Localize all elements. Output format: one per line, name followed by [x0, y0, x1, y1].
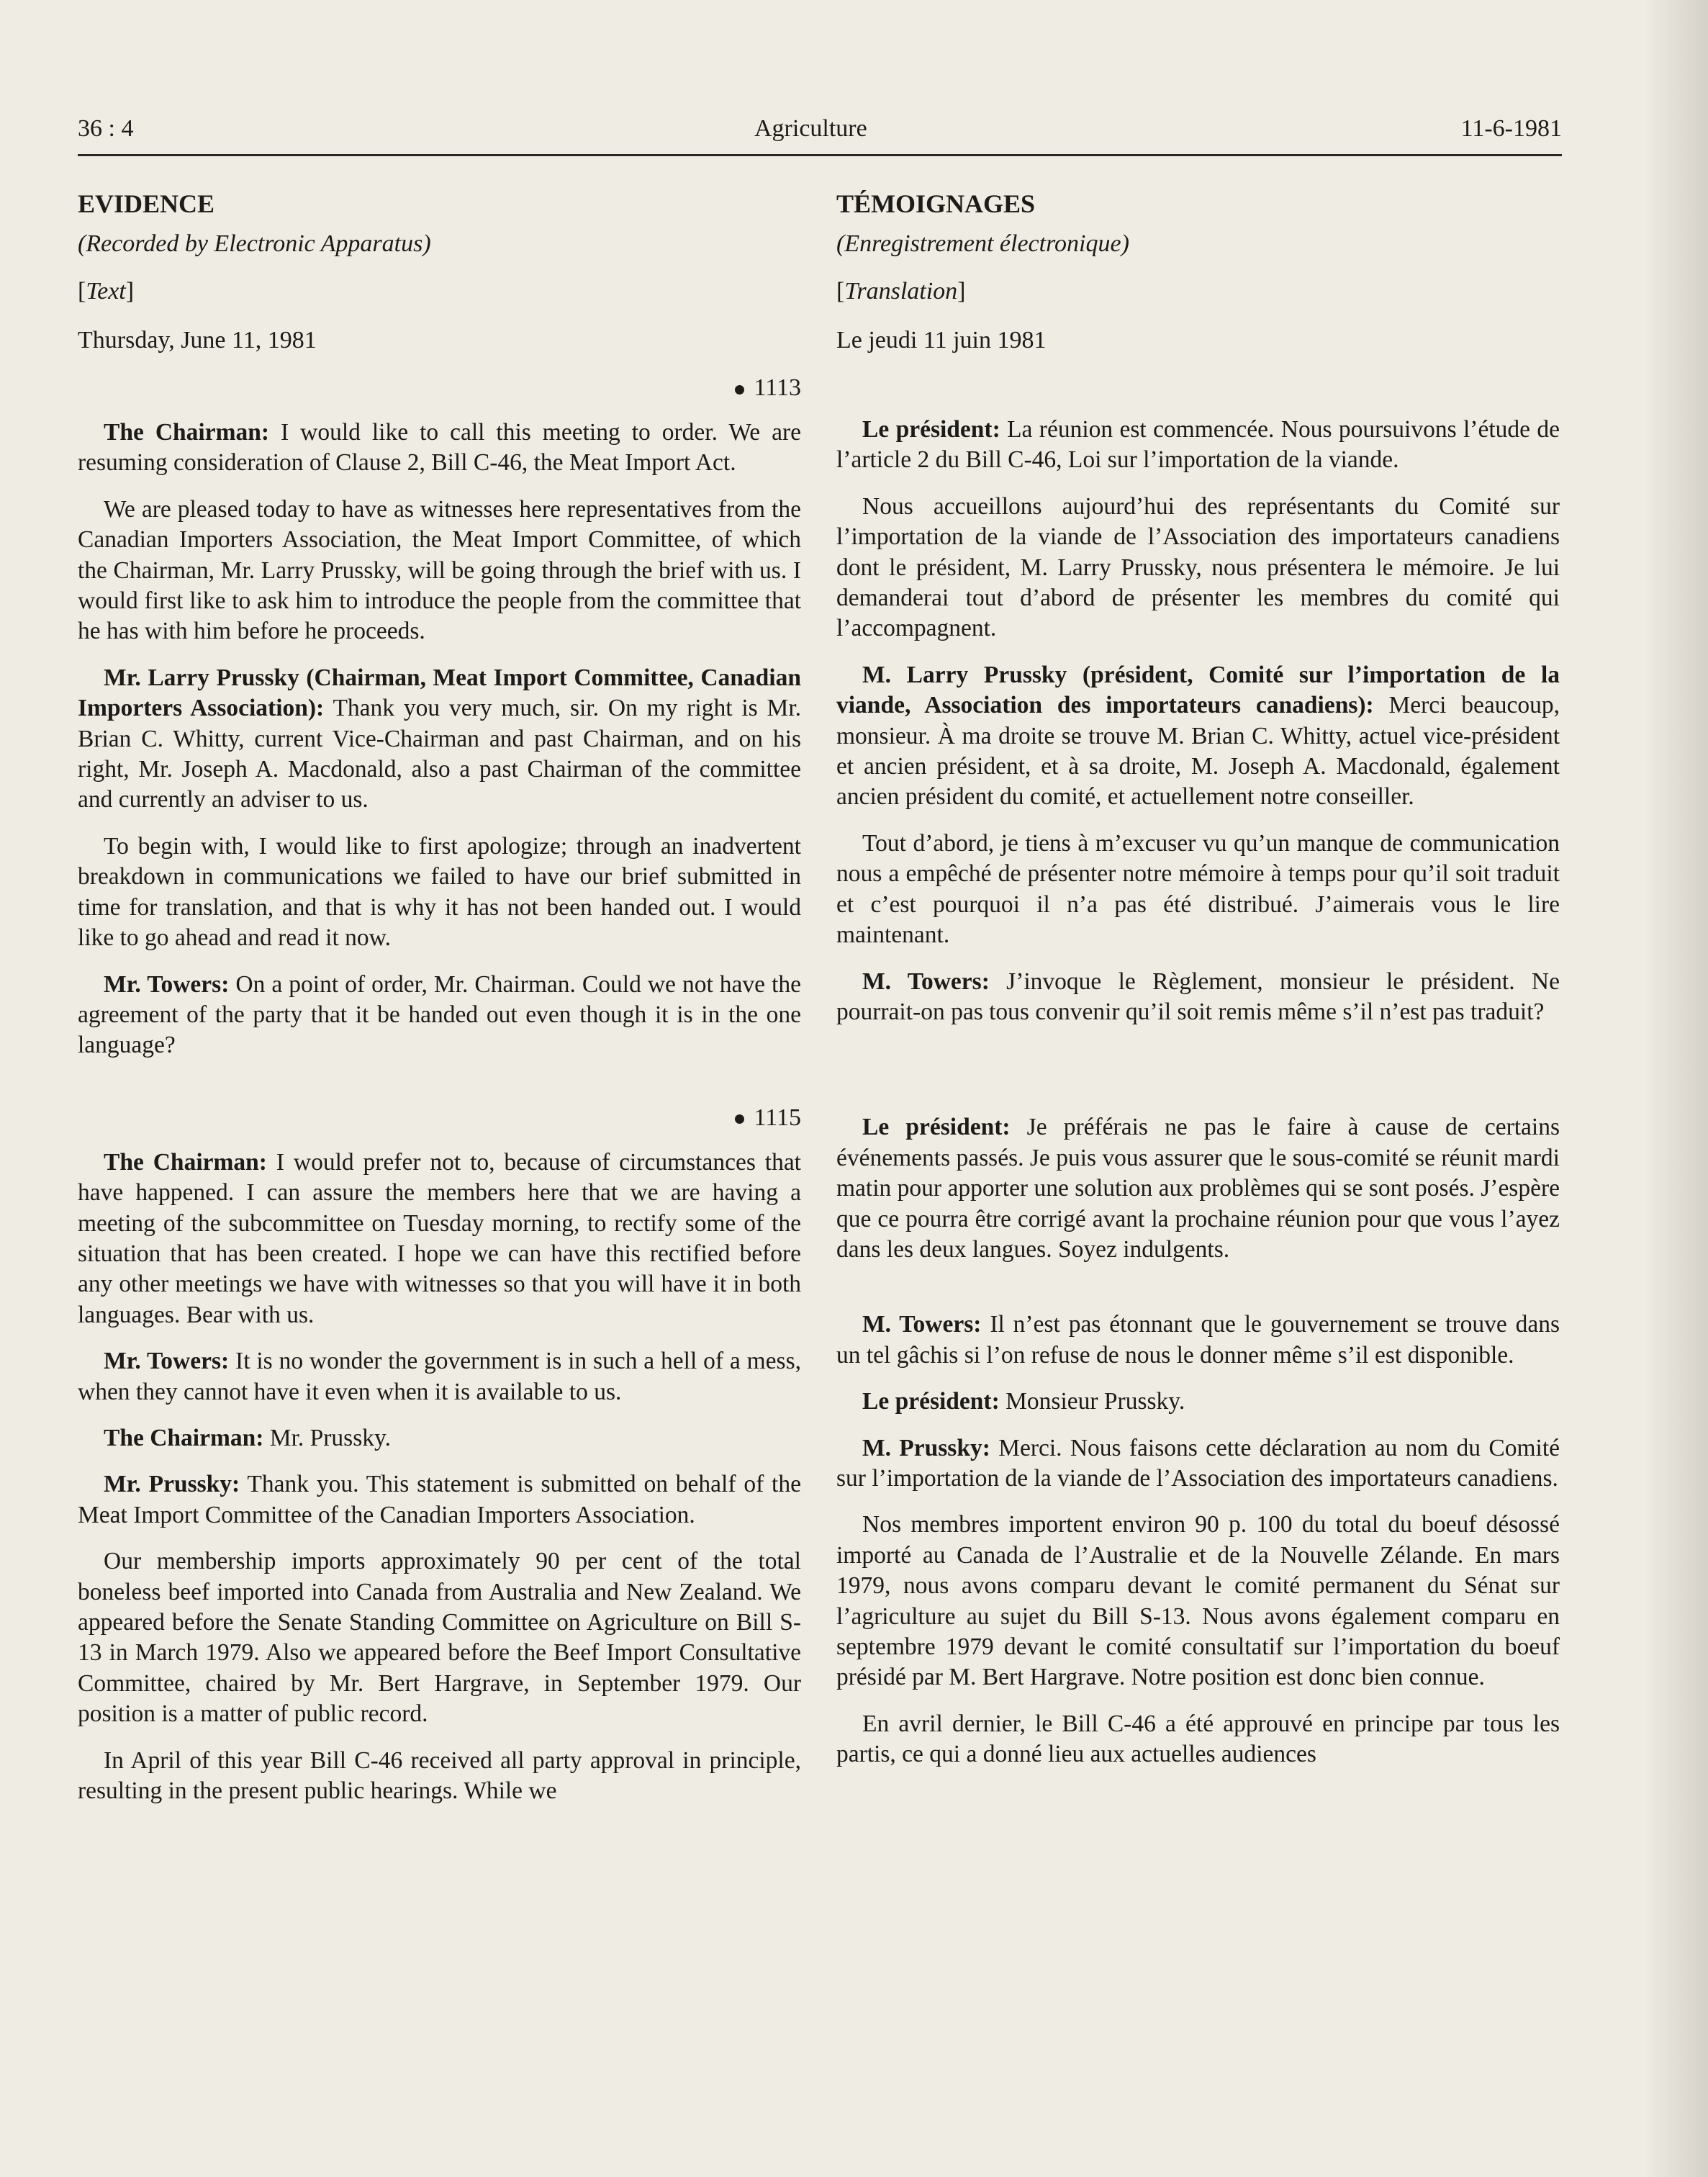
paragraph: Nous accueillons aujourd’hui des représentants du Comité sur l’importation de la viande de l’Association des importateurs canadiens dont le président, M. Larry Prussky, nous présentera le mémoire. Je lui demanderai tout d’abord de présenter les membres du comité qui l’accompagnent. [836, 492, 1560, 642]
paragraph: We are pleased today to have as witnesses here representatives from the Canadian Importers Association, the Meat Import Committee, of which the Chairman, Mr. Larry Prussky, will be going through the brief with us. I would first like to ask him to introduce the people from the committee that he has with him before he proceeds. [78, 495, 801, 645]
paragraph [78, 970, 801, 1061]
speaker: Le président: [862, 1388, 1000, 1415]
paragraph-text: I would like to call this meeting to order. We are resuming consideration of Clause 2, Bill C-46, the Meat Import Act. [78, 419, 801, 477]
paragraph [836, 415, 1560, 476]
paragraph [78, 663, 801, 816]
text-tag-label: Translation [844, 278, 958, 305]
time-marker [78, 374, 801, 402]
speaker: Mr. Prussky: [104, 1471, 240, 1498]
speaker: The Chairman: [104, 419, 270, 446]
speaker: M. Larry Prussky (président, Comité sur l’importation de la viande, Association des importateurs canadiens): [836, 661, 1560, 719]
speaker: Mr. Larry Prussky (Chairman, Meat Import Committee, Canadian Importers Association): [78, 664, 801, 722]
page-fold-shadow [1643, 0, 1708, 2177]
paragraph-text: Mr. Prussky. [263, 1424, 391, 1451]
date-line: Le jeudi 11 juin 1981 [836, 327, 1047, 353]
paragraph: To begin with, I would like to first apologize; through an inadvertent breakdown in communications we failed to have our brief submitted in time for translation, and that is why it has not been handed out. I would like to go ahead and read it now. [78, 832, 801, 952]
paragraph [836, 1310, 1560, 1371]
speaker: Le président: [862, 1114, 1011, 1141]
bullet-icon [735, 385, 744, 395]
recording-note: (Recorded by Electronic Apparatus) [78, 230, 431, 257]
paragraph: Nos membres importent environ 90 p. 100 du total du boeuf désossé importé au Canada de l’Australie et de la Nouvelle Zélande. En mars 1979, nous avons comparu devant le comité permanent du Sénat sur l’agriculture au sujet du Bill S-13. Nous avons également comparu en septembre 1979 devant le comité consultatif sur l’importation du boeuf présidé par M. Bert Hargrave. Notre position est donc bien connue. [836, 1511, 1560, 1691]
paragraph [78, 1148, 801, 1330]
paragraph [78, 1469, 801, 1531]
header-rule [78, 154, 1562, 156]
paragraph-text: Thank you. This statement is submitted on behalf of the Meat Import Committee of the Canadian Importers Association. [78, 1471, 801, 1528]
paragraph [836, 967, 1560, 1028]
time-marker-value: 1115 [754, 1104, 801, 1131]
paragraph: Tout d’abord, je tiens à m’excuser vu qu’un manque de communication nous a empêché de présenter notre mémoire à temps pour qu’il soit traduit et c’est pourquoi il n’a pas été distribué. J’aimerais vous le lire maintenant. [836, 829, 1560, 949]
spacer [78, 1077, 801, 1104]
section-title: TÉMOIGNAGES [836, 189, 1036, 218]
speaker: Mr. Towers: [104, 970, 230, 998]
time-marker-value: 1113 [754, 374, 801, 401]
paragraph-text: Je préférais ne pas le faire à cause de certains événements passés. Je puis vous assurer que le sous-comité se réunit mardi matin pour apporter une solution aux problèmes qui se sont posés. J’espère que ce pourra être corrigé avant la prochaine réunion pour que vous l’ayez dans les deux langues. Soyez indulgents. [836, 1114, 1560, 1263]
french-column [836, 189, 1560, 1786]
speaker: Mr. Towers: [104, 1348, 230, 1375]
paragraph [78, 1423, 801, 1453]
paragraph [836, 1112, 1560, 1265]
paragraph-text: Monsieur Prussky. [999, 1388, 1185, 1415]
date-line: Thursday, June 11, 1981 [78, 327, 317, 353]
paragraph: Our membership imports approximately 90 per cent of the total boneless beef imported into Canada from Australia and New Zealand. We appeared before the Senate Standing Committee on Agriculture on Bill S-13 in March 1979. Also we appeared before the Beef Import Consultative Committee, chaired by Mr. Bert Hargrave, in September 1979. Our position is a matter of public record. [78, 1548, 801, 1728]
paragraph-text: Il n’est pas étonnant que le gouvernement se trouve dans un tel gâchis si l’on refuse de nous le donner même s’il est disponible. [836, 1311, 1560, 1369]
spacer [836, 1043, 1560, 1112]
header-date: 11-6-1981 [1460, 115, 1562, 142]
paragraph [836, 1387, 1560, 1417]
paragraph-text: It is no wonder the government is in such a hell of a mess, when they cannot have it even when it is available to us. [78, 1348, 801, 1405]
speaker: The Chairman: [104, 1424, 264, 1451]
bullet-icon [735, 1114, 744, 1124]
header-title: Agriculture [754, 115, 867, 142]
speaker: M. Towers: [862, 1311, 982, 1338]
spacer [836, 1281, 1560, 1310]
speaker: Le président: [862, 416, 1000, 443]
page-number: 36 : 4 [78, 115, 134, 142]
text-tag: [Text] [78, 278, 135, 305]
paragraph-text: Merci beaucoup, monsieur. À ma droite se trouve M. Brian C. Whitty, actuel vice-président et ancien président, et à sa droite, M. Joseph A. Macdonald, également ancien président du comité, et actuellement notre conseiller. [836, 692, 1560, 811]
paragraph-text: J’invoque le Règlement, monsieur le président. Ne pourrait-on pas tous convenir qu’il soit remis même s’il n’est pas traduit? [836, 968, 1560, 1025]
paragraph-text: On a point of order, Mr. Chairman. Could we not have the agreement of the party that it be handed out even though it is in the one language? [78, 970, 801, 1059]
section-title: EVIDENCE [78, 189, 215, 218]
paragraph [836, 1433, 1560, 1495]
spacer [836, 374, 1560, 415]
paragraph: En avril dernier, le Bill C-46 a été approuvé en principe par tous les partis, ce qui a donné lieu aux actuelles audiences [836, 1710, 1560, 1768]
paragraph-text: La réunion est commencée. Nous poursuivons l’étude de l’article 2 du Bill C-46, Loi sur l’importation de la viande. [836, 416, 1560, 474]
paragraph-text: I would prefer not to, because of circumstances that have happened. I can assure the members here that we are having a meeting of the subcommittee on Tuesday morning, to rectify some of the situation that has been created. I hope we can have this rectified before any other meetings we have with witnesses so that you will have it in both languages. Bear with us. [78, 1148, 801, 1328]
text-tag-label: Text [86, 278, 126, 305]
english-column [78, 189, 801, 1822]
running-header [78, 115, 1562, 157]
speaker: The Chairman: [104, 1148, 267, 1176]
text-tag: [Translation] [836, 278, 966, 305]
paragraph-text: Merci. Nous faisons cette déclaration au nom du Comité sur l’importation de la viande de l’Association des importateurs canadiens. [836, 1434, 1560, 1492]
speaker: M. Towers: [862, 968, 990, 995]
paragraph-text: Thank you very much, sir. On my right is Mr. Brian C. Whitty, current Vice-Chairman and past Chairman, and on his right, Mr. Joseph A. Macdonald, also a past Chairman of the committee and currently an adviser to us. [78, 695, 801, 813]
paragraph [78, 418, 801, 479]
speaker: M. Prussky: [862, 1434, 990, 1461]
paragraph [78, 1346, 801, 1407]
time-marker [78, 1104, 801, 1132]
paragraph: In April of this year Bill C-46 received all party approval in principle, resulting in the present public hearings. While we [78, 1746, 801, 1805]
recording-note: (Enregistrement électronique) [836, 230, 1129, 257]
paragraph [836, 660, 1560, 813]
